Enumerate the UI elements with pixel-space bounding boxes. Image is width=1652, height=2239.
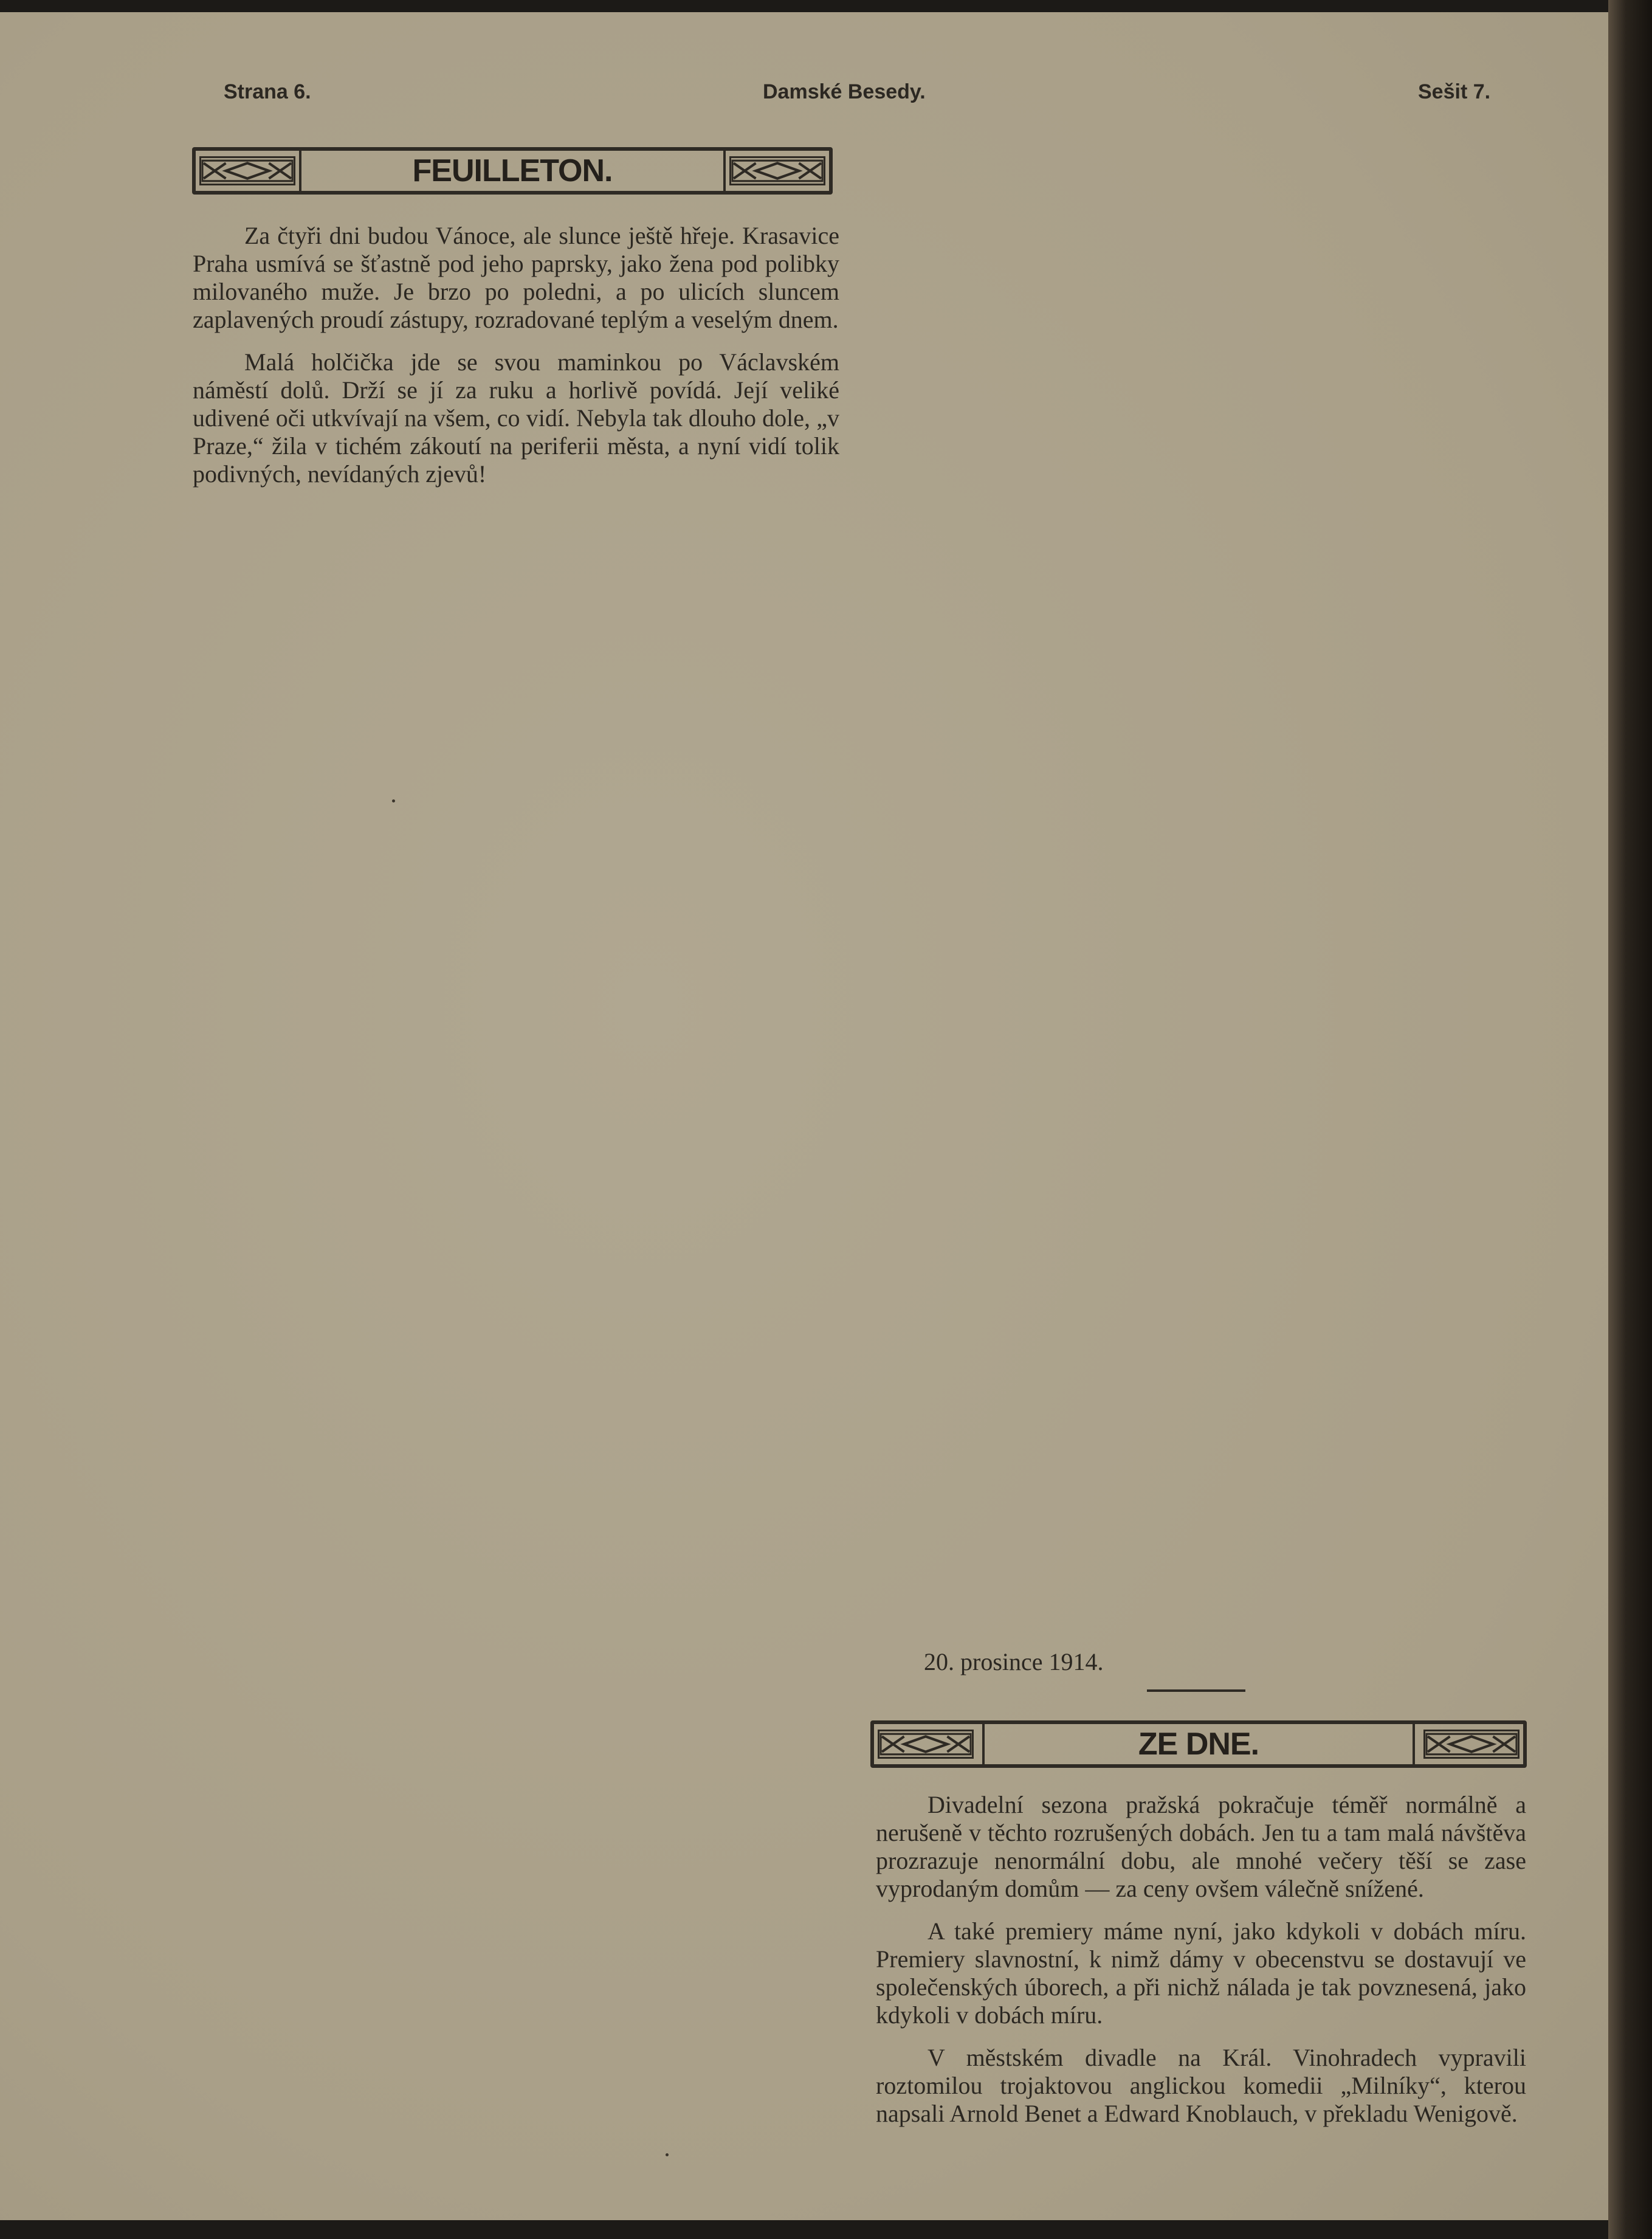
section-title: FEUILLETON. — [412, 153, 613, 188]
article-paragraph: V městském divadle na Král. Vinohradech vypravili roztomilou trojaktovou anglickou komedii „Milníky“, kterou napsali Arnold Benet a Edward Knoblauch, v překladu Wenigově. — [876, 2044, 1526, 2127]
article-paragraph: A také premiery máme nyní, jako kdykoli v dobách míru. Premiery slavnostní, k nimž dámy v obecenstvu se dostavují ve společenských úborech, a při nichž nálada je tak povznesená, jako kdykoli v dobách míru. — [876, 1917, 1526, 2029]
article-paragraph: Malá holčička jde se svou maminkou po Václavském náměstí dolů. Drží se jí za ruku a horlivě povídá. Její veliké udivené oči utkvívají na všem, co vidí. Nebyla tak dlouho dole, „v Praze,“ žila v tichém zákoutí na periferii města, a nyní vidí tolik podivných, nevídaných zjevů! — [193, 348, 839, 488]
feuilleton-banner — [192, 147, 833, 195]
ornament-icon — [729, 156, 825, 185]
divider-rule — [1147, 1689, 1245, 1692]
feuilleton-article — [193, 222, 839, 503]
ze-dne-banner — [870, 1720, 1527, 1768]
section-title: ZE DNE. — [1138, 1727, 1259, 1762]
newspaper-page — [0, 12, 1619, 2220]
ornament-icon — [199, 156, 295, 185]
dateline: 20. prosince 1914. — [924, 1648, 1104, 1675]
article-paragraph: Divadelní sezona pražská pokračuje téměř normálně a nerušeně v těchto rozrušených dobách. Jen tu a tam malá návštěva prozrazuje nenormální dobu, ale mnohé večery těší se zase vyprodaným domům — za ceny ovšem válečně snížené. — [876, 1791, 1526, 1902]
paper-speck — [666, 2153, 669, 2156]
article-paragraph: Za čtyři dni budou Vánoce, ale slunce ještě hřeje. Krasavice Praha usmívá se šťastně pod jeho paprsky, jako žena pod polibky milovaného muže. Je brzo po poledni, a po ulicích sluncem zaplavených proudí zástupy, rozradované teplým a veselým dnem. — [193, 222, 839, 333]
ornament-icon — [1423, 1730, 1519, 1759]
ornament-icon — [878, 1730, 974, 1759]
ze-dne-article — [876, 1791, 1526, 2142]
paper-speck — [392, 799, 395, 802]
page-number: Strana 6. — [224, 80, 311, 103]
issue-number: Sešit 7. — [1418, 80, 1491, 103]
magazine-title: Damské Besedy. — [763, 80, 926, 103]
binding-edge — [1608, 0, 1652, 2239]
